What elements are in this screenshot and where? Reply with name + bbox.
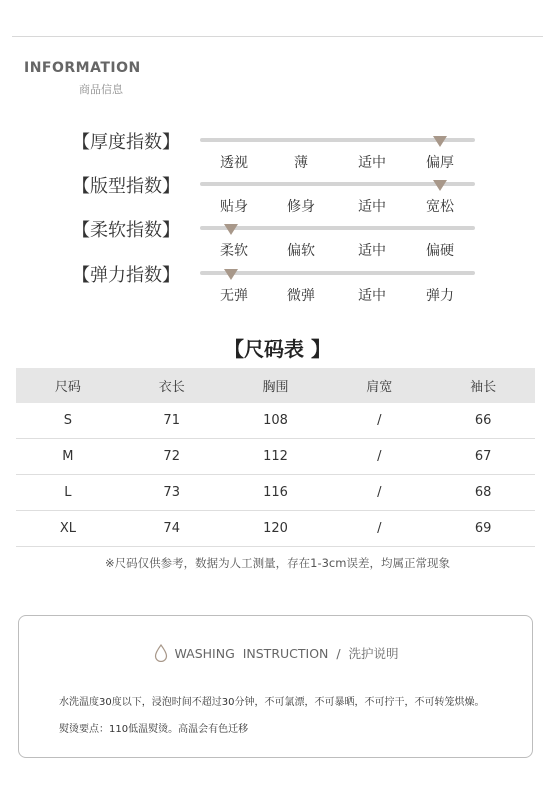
table-cell: /: [327, 511, 431, 547]
size-table: [16, 368, 535, 547]
size-note: ※尺码仅供参考，数据为人工测量，存在1-3cm误差，均属正常现象: [105, 556, 450, 570]
washing-line-1: 水洗温度30度以下，浸泡时间不超过30分钟，不可氯漂，不可暴晒，不可拧干，不可转笼烘燥。: [59, 697, 485, 708]
index-row-fit: [0, 172, 555, 216]
index-label: 【版型指数】: [72, 176, 180, 197]
table-row: [16, 403, 535, 439]
index-marker: [224, 269, 238, 280]
index-option: 微弹: [287, 288, 315, 304]
table-cell: /: [327, 475, 431, 511]
table-cell: 69: [431, 511, 535, 547]
washing-line-2: 熨烫要点：110低温熨烫。高温会有色迁移: [59, 724, 249, 735]
index-option: 偏硬: [426, 243, 454, 259]
table-cell: 116: [224, 475, 328, 511]
top-divider: [12, 36, 543, 37]
table-cell: 73: [120, 475, 224, 511]
table-cell: 66: [431, 403, 535, 439]
size-chart-title: 【尺码表 】: [224, 337, 331, 361]
table-cell: /: [327, 403, 431, 439]
table-cell: L: [16, 475, 120, 511]
table-row: [16, 475, 535, 511]
table-cell: 67: [431, 439, 535, 475]
table-cell: 120: [224, 511, 328, 547]
index-label: 【柔软指数】: [72, 220, 180, 241]
table-cell: 112: [224, 439, 328, 475]
table-cell: /: [327, 439, 431, 475]
water-drop-icon: [154, 644, 168, 662]
index-option: 透视: [220, 155, 248, 171]
index-option: 适中: [358, 155, 386, 171]
table-row: [16, 439, 535, 475]
table-cell: 72: [120, 439, 224, 475]
index-track: [200, 271, 475, 275]
index-row-elasticity: [0, 261, 555, 305]
index-option: 修身: [287, 199, 315, 215]
index-option: 偏厚: [426, 155, 454, 171]
table-cell: 108: [224, 403, 328, 439]
table-cell: 74: [120, 511, 224, 547]
index-label: 【厚度指数】: [72, 132, 180, 153]
washing-header: [19, 644, 534, 662]
index-row-thickness: [0, 128, 555, 172]
info-title: INFORMATION: [24, 60, 141, 76]
index-row-softness: [0, 216, 555, 260]
washing-instruction-box: [18, 615, 533, 758]
table-cell: 68: [431, 475, 535, 511]
index-option: 无弹: [220, 288, 248, 304]
table-row: [16, 511, 535, 547]
index-option: 弹力: [426, 288, 454, 304]
index-option: 适中: [358, 288, 386, 304]
index-option: 贴身: [220, 199, 248, 215]
table-cell: S: [16, 403, 120, 439]
table-header-shoulder: 肩宽: [327, 368, 431, 403]
table-header-size: 尺码: [16, 368, 120, 403]
index-track: [200, 226, 475, 230]
index-marker: [433, 180, 447, 191]
index-option: 适中: [358, 243, 386, 259]
index-option: 适中: [358, 199, 386, 215]
index-label: 【弹力指数】: [72, 265, 180, 286]
table-header-sleeve: 袖长: [431, 368, 535, 403]
table-header-length: 衣长: [120, 368, 224, 403]
table-cell: 71: [120, 403, 224, 439]
index-option: 薄: [294, 155, 308, 171]
info-subtitle: 商品信息: [79, 83, 123, 96]
index-option: 柔软: [220, 243, 248, 259]
table-cell: XL: [16, 511, 120, 547]
table-cell: M: [16, 439, 120, 475]
index-marker: [224, 224, 238, 235]
index-marker: [433, 136, 447, 147]
washing-title: WASHING INSTRUCTION / 洗护说明: [174, 646, 399, 661]
index-option: 宽松: [426, 199, 454, 215]
table-header-chest: 胸围: [224, 368, 328, 403]
size-table-header-row: [16, 368, 535, 403]
index-option: 偏软: [287, 243, 315, 259]
